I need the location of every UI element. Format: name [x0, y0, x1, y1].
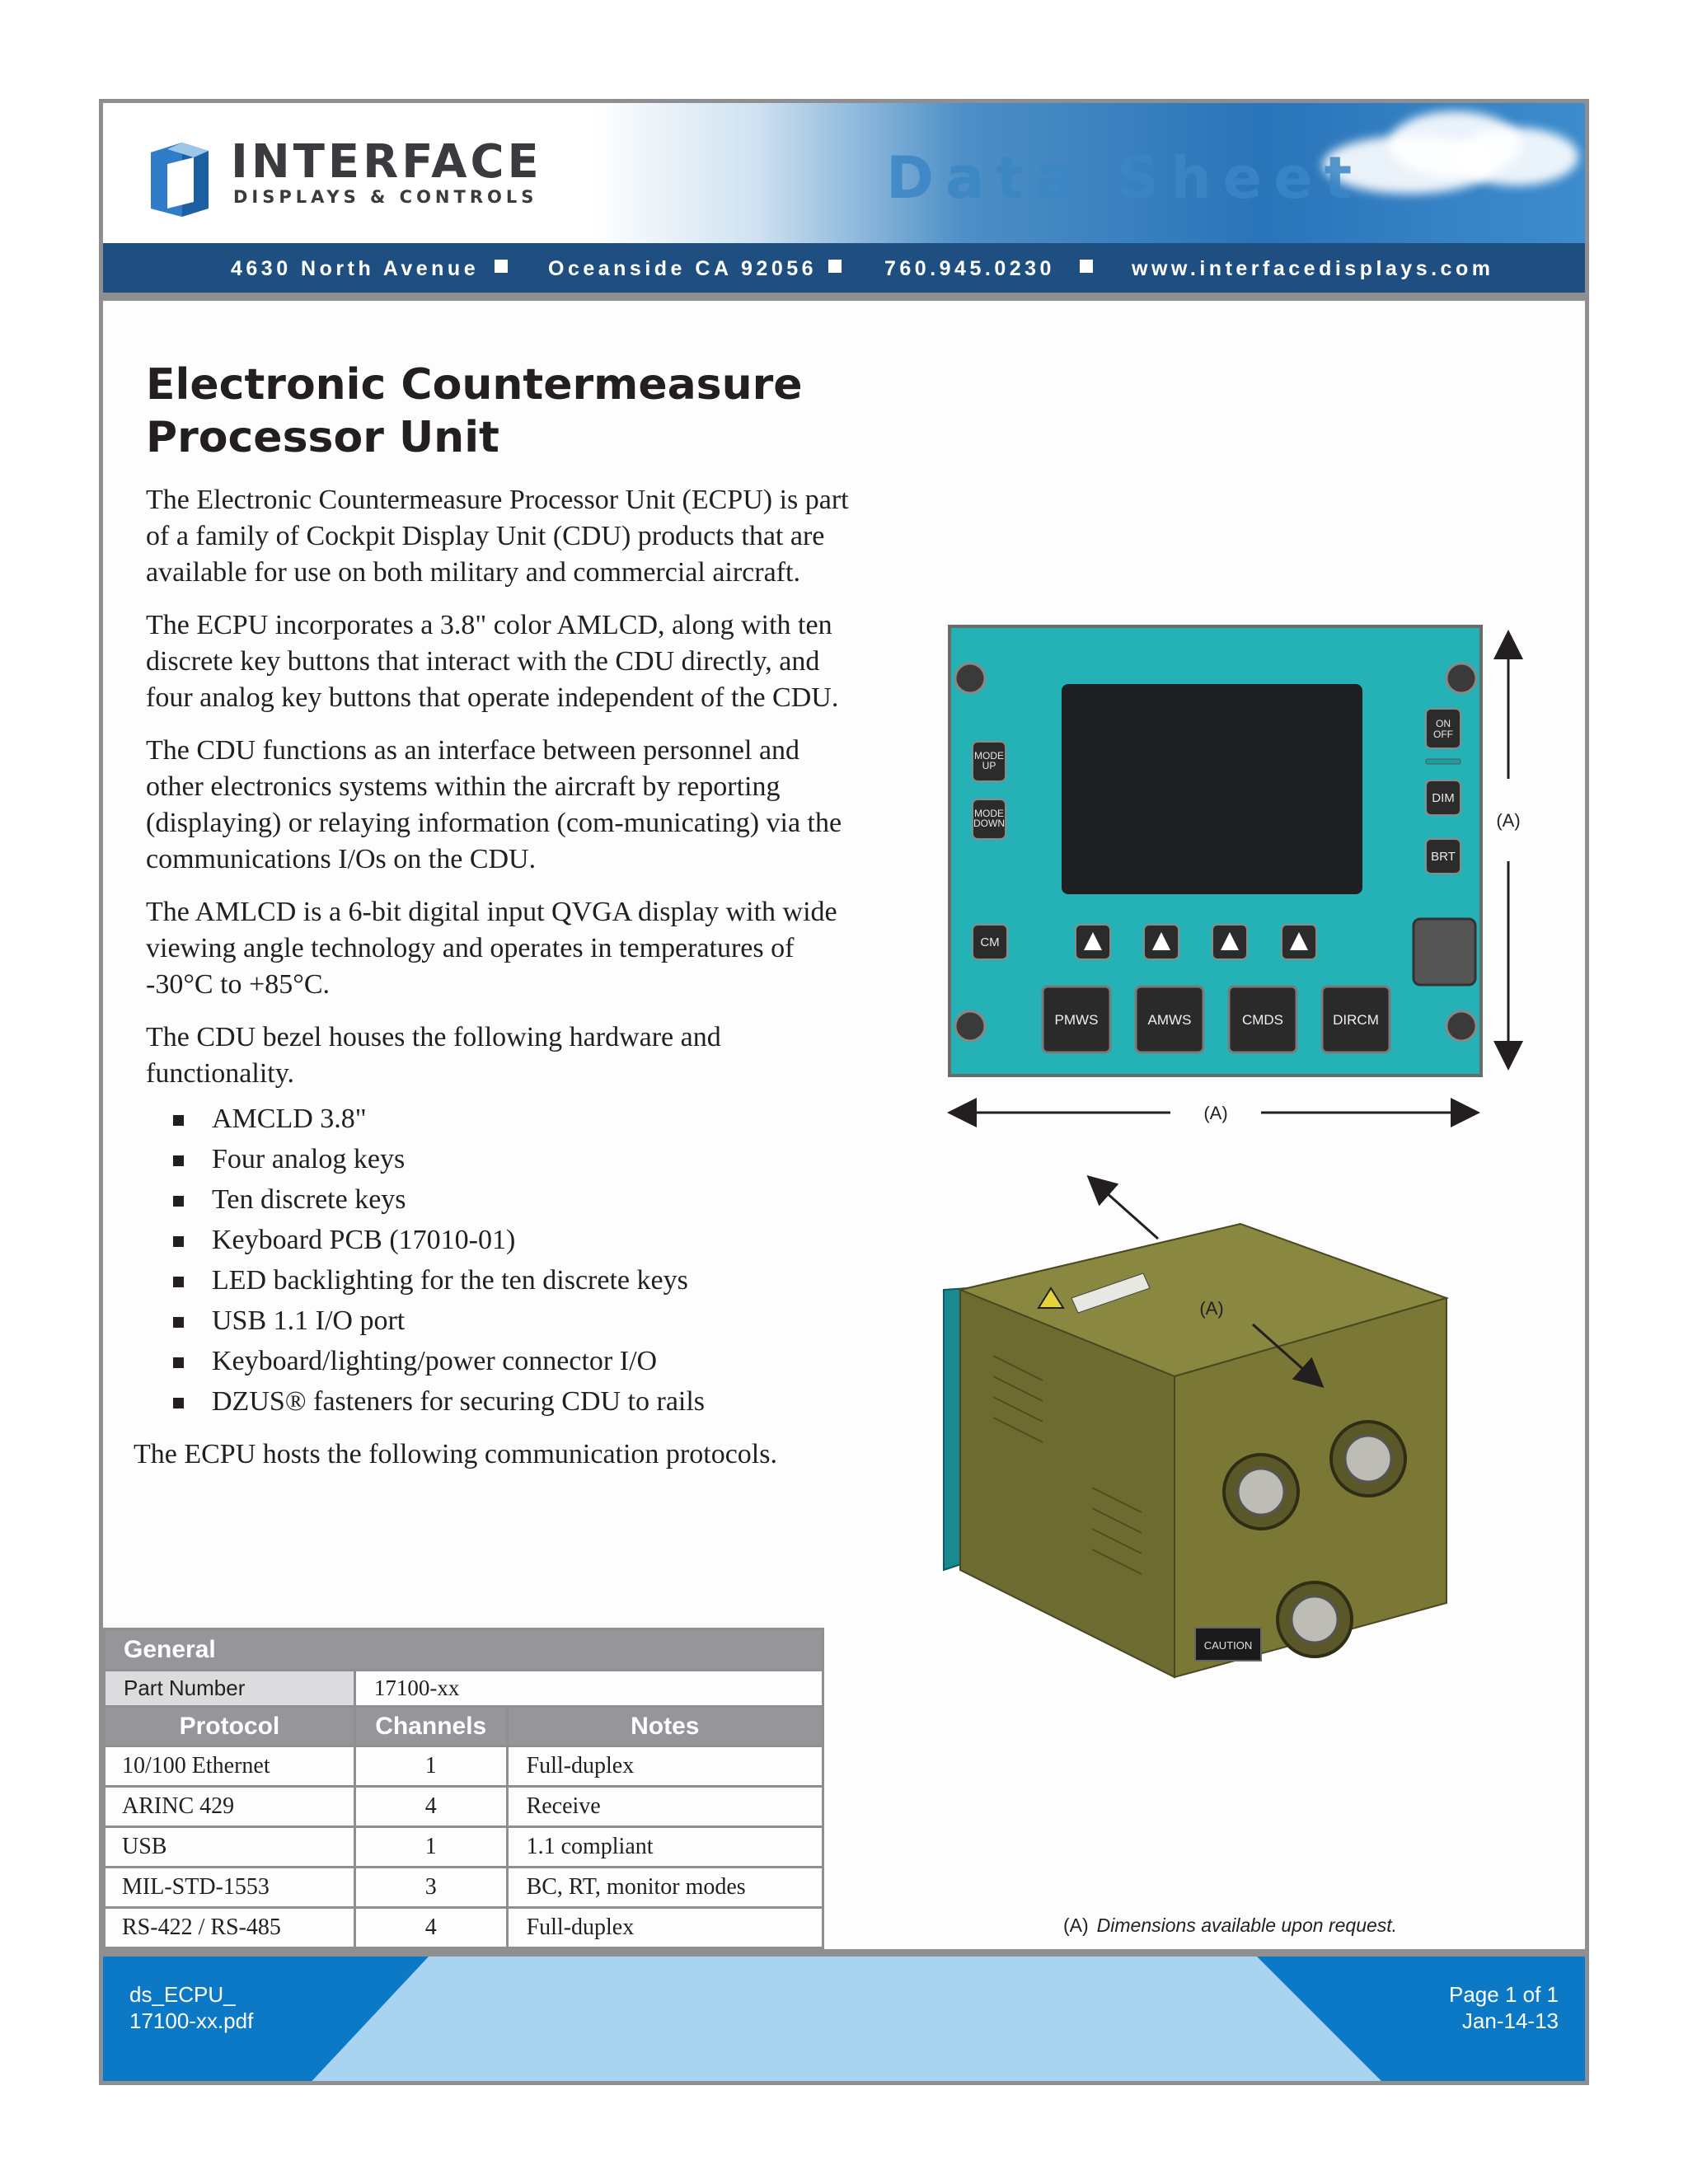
feature-list-item: AMCLD 3.8"	[171, 1099, 863, 1139]
notes-cell: Full-duplex	[507, 1908, 823, 1948]
page-number: Page 1 of 1	[1449, 1982, 1559, 2007]
cdu-front-view-image	[927, 515, 1554, 1141]
page-title-line: Processor Unit	[146, 413, 499, 462]
cmds-key-label: CMDS	[1241, 1012, 1284, 1028]
channels-cell: 4	[354, 1908, 507, 1948]
page-title	[146, 359, 888, 464]
description-paragraph: The AMLCD is a 6-bit digital input QVGA display with wide viewing angle technology and operates in temperatures of -30°C to +85°C.	[146, 897, 837, 1000]
company-logo-subtitle: DISPLAYS & CONTROLS	[233, 187, 538, 207]
protocol-cell: USB	[105, 1827, 355, 1868]
table-row	[105, 1868, 823, 1908]
table-row	[105, 1746, 823, 1787]
header-banner	[103, 103, 1585, 243]
usb-port-cover	[1414, 919, 1475, 985]
mode-up-label: MODE	[974, 750, 1004, 762]
footer-background	[103, 1957, 1585, 2085]
protocols-intro: The ECPU hosts the following communication protocols.	[134, 1439, 777, 1469]
website-link[interactable]: www.interfacedisplays.com	[1132, 257, 1494, 280]
separator-square-icon	[495, 260, 508, 273]
footer-filename-line: ds_ECPU_	[129, 1982, 236, 2007]
separator-square-icon	[1080, 260, 1093, 273]
company-logo-text: INTERFACE	[231, 135, 542, 189]
feature-list-item: Keyboard/lighting/power connector I/O	[171, 1341, 863, 1381]
caution-label-text: CAUTION	[1203, 1639, 1253, 1652]
table-row	[105, 1787, 823, 1827]
banner-title: Data Sheet	[886, 144, 1364, 212]
protocol-cell: ARINC 429	[105, 1787, 355, 1827]
general-header: General	[105, 1629, 823, 1671]
feature-list-item: Keyboard PCB (17010-01)	[171, 1220, 863, 1260]
mode-up-label: UP	[982, 760, 996, 771]
phone-number: 760.945.0230	[884, 257, 1055, 280]
notes-cell: Receive	[507, 1787, 823, 1827]
description-text	[134, 482, 863, 1489]
feature-list-item: LED backlighting for the ten discrete keys	[171, 1260, 863, 1301]
dimension-note	[1063, 1915, 1397, 1937]
description-paragraph: The Electronic Countermeasure Processor Unit (ECPU) is part of a family of Cockpit Display Unit (CDU) products that are available for use on both military and commercial aircraft.	[146, 485, 849, 588]
depth-dimension-label: (A)	[1199, 1298, 1224, 1319]
table-row	[105, 1908, 823, 1948]
dim-key-label: DIM	[1432, 791, 1455, 805]
table-row	[105, 1827, 823, 1868]
indicator-bar	[1426, 759, 1461, 764]
lcd-screen	[1062, 684, 1362, 894]
address-bar	[103, 243, 1585, 293]
channels-cell: 3	[354, 1868, 507, 1908]
column-header: Notes	[507, 1707, 823, 1746]
description-paragraph: The ECPU incorporates a 3.8" color AMLCD, along with ten discrete key buttons that interact with the CDU directly, and four analog key buttons that operate independent of the CDU.	[146, 610, 839, 713]
protocol-cell: RS-422 / RS-485	[105, 1908, 355, 1948]
feature-list-item: Four analog keys	[171, 1139, 863, 1179]
width-dimension-label: (A)	[1203, 1103, 1228, 1123]
protocol-cell: MIL-STD-1553	[105, 1868, 355, 1908]
protocol-cell: 10/100 Ethernet	[105, 1746, 355, 1787]
mode-down-label: DOWN	[973, 818, 1005, 829]
notes-cell: BC, RT, monitor modes	[507, 1868, 823, 1908]
column-header: Channels	[354, 1707, 507, 1746]
spec-table	[103, 1628, 824, 1949]
footer-filename-line: 17100-xx.pdf	[129, 2008, 254, 2033]
notes-cell: 1.1 compliant	[507, 1827, 823, 1868]
dimension-note-label: (A)	[1063, 1915, 1089, 1936]
feature-list-item: Ten discrete keys	[171, 1179, 863, 1220]
mode-down-label: MODE	[974, 808, 1004, 819]
protocol-header-row	[105, 1707, 823, 1746]
brt-key-label: BRT	[1431, 850, 1456, 864]
description-paragraph: The CDU functions as an interface between personnel and other electronics systems within the aircraft by reporting (displaying) or relaying information (com-municating) via the communications I/Os on the CDU.	[146, 735, 842, 874]
on-off-label: ON	[1436, 718, 1451, 729]
dircm-key-label: DIRCM	[1333, 1012, 1379, 1028]
part-number-row	[105, 1671, 823, 1707]
cdu-isometric-view-image	[927, 1092, 1554, 1801]
height-dimension-label: (A)	[1496, 810, 1521, 831]
cm-key-label: CM	[980, 935, 1000, 949]
page-title-line: Electronic Countermeasure	[146, 360, 803, 410]
footer-page-info	[1449, 1981, 1559, 2034]
pmws-key-label: PMWS	[1054, 1012, 1099, 1028]
street-address: 4630 North Avenue	[231, 257, 480, 280]
cloud-decoration	[1455, 128, 1578, 185]
separator-square-icon	[828, 260, 842, 273]
dimension-note-text: Dimensions available upon request.	[1096, 1915, 1398, 1936]
header-divider	[103, 293, 1585, 301]
notes-cell: Full-duplex	[507, 1746, 823, 1787]
channels-cell: 1	[354, 1746, 507, 1787]
footer	[103, 1957, 1585, 2085]
city-address: Oceanside CA 92056	[548, 257, 818, 280]
feature-list	[146, 1099, 863, 1422]
amws-key-label: AMWS	[1147, 1012, 1192, 1028]
depth-dimension-arrow	[1090, 1179, 1158, 1239]
footer-divider	[103, 1949, 1585, 1957]
feature-list-item: DZUS® fasteners for securing CDU to rails	[171, 1381, 863, 1422]
description-paragraph: The CDU bezel houses the following hardware and functionality.	[146, 1022, 721, 1089]
general-header-row	[105, 1629, 823, 1671]
interface-logo-icon	[143, 136, 217, 218]
footer-filename	[129, 1981, 253, 2034]
on-off-label: OFF	[1433, 729, 1453, 740]
feature-list-item: USB 1.1 I/O port	[171, 1301, 863, 1341]
channels-cell: 1	[354, 1827, 507, 1868]
part-number-label: Part Number	[105, 1671, 355, 1707]
datasheet-page	[99, 99, 1589, 2085]
publish-date: Jan-14-13	[1461, 2008, 1559, 2033]
column-header: Protocol	[105, 1707, 355, 1746]
channels-cell: 4	[354, 1787, 507, 1827]
part-number-value: 17100-xx	[354, 1671, 823, 1707]
